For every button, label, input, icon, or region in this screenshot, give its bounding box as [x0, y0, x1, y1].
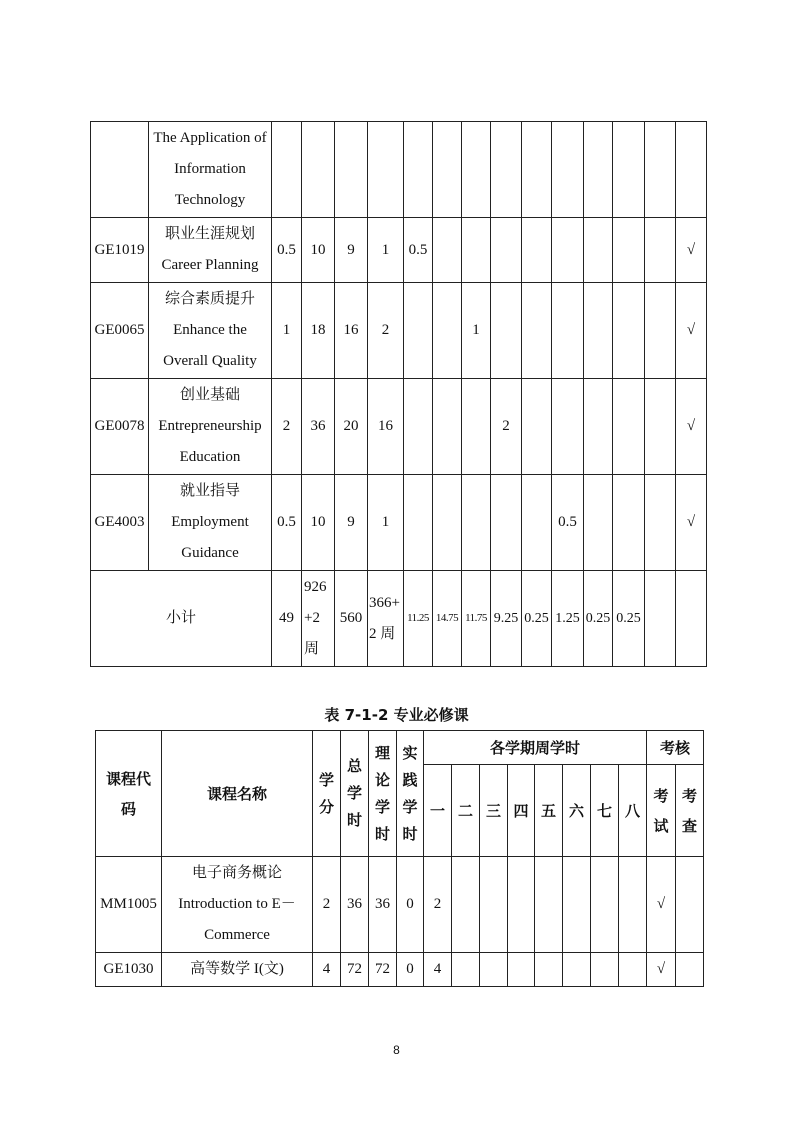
- course-name: 创业基础 Entrepreneurship Education: [149, 379, 272, 475]
- total-hours-cell: 72: [341, 953, 369, 987]
- course-code: GE0065: [91, 283, 149, 379]
- semester-cell: [563, 953, 591, 987]
- semester-cell: [491, 218, 522, 283]
- subtotal-exam-cell: [645, 571, 676, 667]
- header-course-code: 课程代 码: [96, 731, 162, 857]
- header-semester-7: 七: [591, 765, 619, 857]
- semester-cell: [613, 283, 645, 379]
- semester-cell: 4: [424, 953, 452, 987]
- subtotal-label: 小计: [91, 571, 272, 667]
- header-weekly-hours: 各学期周学时: [424, 731, 647, 765]
- header-check: 考 查: [676, 765, 704, 857]
- header-semester-8: 八: [619, 765, 647, 857]
- theory-hours-cell: 36: [369, 857, 397, 953]
- practice-hours-cell: 0: [397, 953, 424, 987]
- course-name: 职业生涯规划 Career Planning: [149, 218, 272, 283]
- semester-cell: [452, 857, 480, 953]
- semester-cell: [584, 379, 613, 475]
- subtotal-total-hours: 926 +2 周: [302, 571, 335, 667]
- practice-hours-cell: 16: [368, 379, 404, 475]
- exam-cell: [645, 218, 676, 283]
- table-row: [91, 379, 707, 475]
- subtotal-theory-hours: 560: [335, 571, 368, 667]
- semester-cell: [613, 218, 645, 283]
- table-row: [96, 857, 704, 953]
- semester-cell: [584, 283, 613, 379]
- check-cell: √: [676, 218, 707, 283]
- table-row: [91, 475, 707, 571]
- exam-cell: √: [647, 857, 676, 953]
- semester-cell: [508, 953, 535, 987]
- subtotal-semester-cell: 11.25: [404, 571, 433, 667]
- course-code: GE1019: [91, 218, 149, 283]
- semester-cell: [613, 122, 645, 218]
- semester-cell: [552, 218, 584, 283]
- semester-cell: [462, 122, 491, 218]
- semester-cell: [522, 283, 552, 379]
- semester-cell: [462, 218, 491, 283]
- course-name: 电子商务概论 Introduction to E－ Commerce: [162, 857, 313, 953]
- subtotal-credit: 49: [272, 571, 302, 667]
- general-courses-table-continued: [90, 121, 707, 667]
- semester-cell: 0.5: [404, 218, 433, 283]
- semester-cell: [404, 379, 433, 475]
- header-total-hours: 总 学 时: [341, 731, 369, 857]
- semester-cell: [619, 857, 647, 953]
- header-semester-1: 一: [424, 765, 452, 857]
- header-semester-5: 五: [535, 765, 563, 857]
- semester-cell: [522, 379, 552, 475]
- credit-cell: 2: [313, 857, 341, 953]
- major-required-courses-table: [95, 730, 704, 987]
- header-semester-6: 六: [563, 765, 591, 857]
- semester-cell: [584, 475, 613, 571]
- semester-cell: [508, 857, 535, 953]
- course-code: GE4003: [91, 475, 149, 571]
- exam-cell: [645, 283, 676, 379]
- check-cell: [676, 122, 707, 218]
- semester-cell: [404, 283, 433, 379]
- total-hours-cell: 36: [341, 857, 369, 953]
- semester-cell: [591, 857, 619, 953]
- subtotal-semester-cell: 0.25: [613, 571, 645, 667]
- total-hours-cell: 36: [302, 379, 335, 475]
- course-name: The Application of Information Technology: [149, 122, 272, 218]
- semester-cell: [480, 953, 508, 987]
- semester-cell: [613, 475, 645, 571]
- subtotal-semester-cell: 1.25: [552, 571, 584, 667]
- practice-hours-cell: 1: [368, 218, 404, 283]
- header-semester-2: 二: [452, 765, 480, 857]
- table-caption: 表 7-1-2 专业必修课: [324, 706, 469, 724]
- header-exam: 考 试: [647, 765, 676, 857]
- course-name: 高等数学 I(文): [162, 953, 313, 987]
- semester-cell: [584, 122, 613, 218]
- exam-cell: [645, 379, 676, 475]
- course-code: MM1005: [96, 857, 162, 953]
- course-code: [91, 122, 149, 218]
- semester-cell: [613, 379, 645, 475]
- table-row: [96, 953, 704, 987]
- semester-cell: [433, 475, 462, 571]
- semester-cell: [535, 953, 563, 987]
- semester-cell: 1: [462, 283, 491, 379]
- header-theory-hours: 理 论 学 时: [369, 731, 397, 857]
- check-cell: [676, 953, 704, 987]
- check-cell: √: [676, 475, 707, 571]
- semester-cell: [563, 857, 591, 953]
- header-assessment: 考核: [647, 731, 704, 765]
- theory-hours-cell: 72: [369, 953, 397, 987]
- semester-cell: [404, 475, 433, 571]
- subtotal-check-cell: [676, 571, 707, 667]
- subtotal-practice-hours: 366+ 2 周: [368, 571, 404, 667]
- semester-cell: [433, 379, 462, 475]
- credit-cell: 2: [272, 379, 302, 475]
- semester-cell: [619, 953, 647, 987]
- course-name: 综合素质提升 Enhance the Overall Quality: [149, 283, 272, 379]
- semester-cell: 2: [424, 857, 452, 953]
- subtotal-semester-cell: 14.75: [433, 571, 462, 667]
- subtotal-semester-cell: 0.25: [584, 571, 613, 667]
- semester-cell: [462, 475, 491, 571]
- credit-cell: 4: [313, 953, 341, 987]
- semester-cell: [433, 218, 462, 283]
- theory-hours-cell: [335, 122, 368, 218]
- semester-cell: [491, 475, 522, 571]
- table-row: [91, 122, 707, 218]
- semester-cell: [552, 283, 584, 379]
- course-code: GE1030: [96, 953, 162, 987]
- table-row: [91, 218, 707, 283]
- subtotal-semester-cell: 11.75: [462, 571, 491, 667]
- theory-hours-cell: 20: [335, 379, 368, 475]
- semester-cell: [535, 857, 563, 953]
- semester-cell: [452, 953, 480, 987]
- course-code: GE0078: [91, 379, 149, 475]
- header-course-name: 课程名称: [162, 731, 313, 857]
- table-row: [91, 283, 707, 379]
- theory-hours-cell: 9: [335, 475, 368, 571]
- subtotal-semester-cell: 0.25: [522, 571, 552, 667]
- semester-cell: [433, 122, 462, 218]
- course-name: 就业指导 Employment Guidance: [149, 475, 272, 571]
- check-cell: √: [676, 379, 707, 475]
- semester-cell: [433, 283, 462, 379]
- theory-hours-cell: 16: [335, 283, 368, 379]
- exam-cell: [645, 475, 676, 571]
- total-hours-cell: 10: [302, 475, 335, 571]
- theory-hours-cell: 9: [335, 218, 368, 283]
- subtotal-semester-cell: 9.25: [491, 571, 522, 667]
- semester-cell: [462, 379, 491, 475]
- total-hours-cell: [302, 122, 335, 218]
- practice-hours-cell: 0: [397, 857, 424, 953]
- semester-cell: [522, 475, 552, 571]
- header-semester-3: 三: [480, 765, 508, 857]
- header-credit: 学 分: [313, 731, 341, 857]
- semester-cell: [584, 218, 613, 283]
- credit-cell: 0.5: [272, 218, 302, 283]
- semester-cell: [552, 379, 584, 475]
- semester-cell: [404, 122, 433, 218]
- practice-hours-cell: [368, 122, 404, 218]
- check-cell: √: [676, 283, 707, 379]
- credit-cell: 1: [272, 283, 302, 379]
- semester-cell: [522, 218, 552, 283]
- semester-cell: [591, 953, 619, 987]
- header-practice-hours: 实 践 学 时: [397, 731, 424, 857]
- subtotal-row: [91, 571, 707, 667]
- semester-cell: 0.5: [552, 475, 584, 571]
- total-hours-cell: 10: [302, 218, 335, 283]
- semester-cell: 2: [491, 379, 522, 475]
- semester-cell: [480, 857, 508, 953]
- semester-cell: [522, 122, 552, 218]
- header-row: [96, 731, 704, 765]
- credit-cell: [272, 122, 302, 218]
- total-hours-cell: 18: [302, 283, 335, 379]
- credit-cell: 0.5: [272, 475, 302, 571]
- exam-cell: [645, 122, 676, 218]
- check-cell: [676, 857, 704, 953]
- exam-cell: √: [647, 953, 676, 987]
- page-number: 8: [393, 1043, 400, 1057]
- practice-hours-cell: 1: [368, 475, 404, 571]
- semester-cell: [552, 122, 584, 218]
- semester-cell: [491, 283, 522, 379]
- semester-cell: [491, 122, 522, 218]
- header-semester-4: 四: [508, 765, 535, 857]
- practice-hours-cell: 2: [368, 283, 404, 379]
